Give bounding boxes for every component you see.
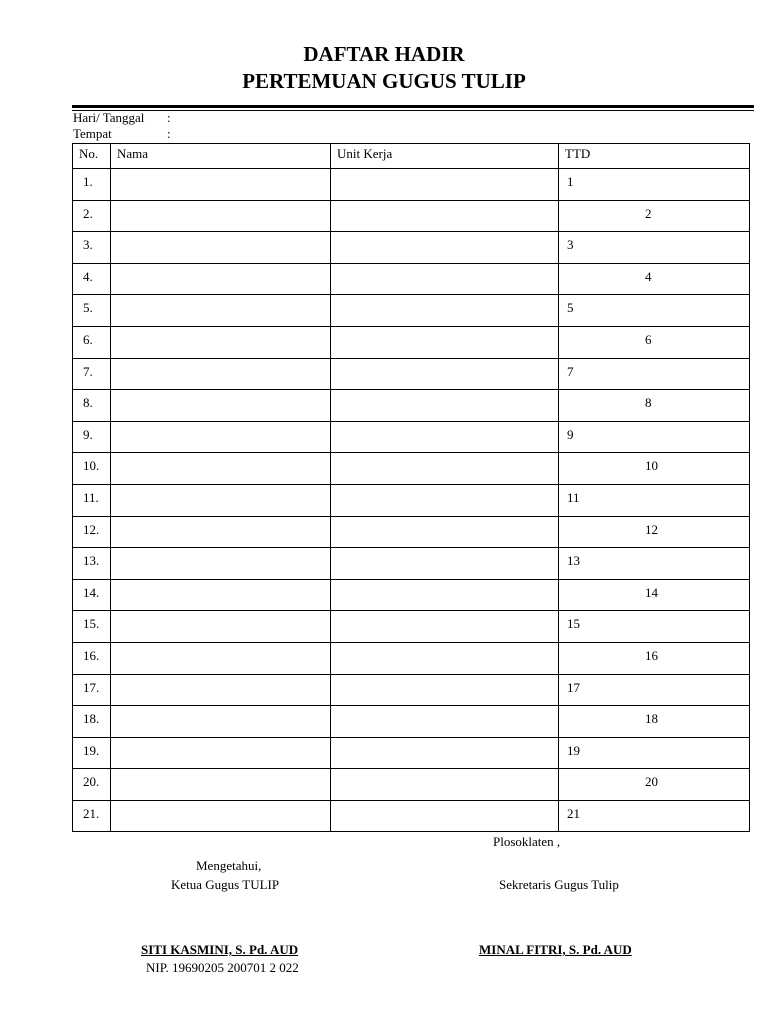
row-number: 19.	[73, 737, 111, 769]
signature-cell[interactable]	[559, 548, 750, 580]
unit-cell[interactable]	[331, 326, 559, 358]
signature-cell[interactable]	[559, 769, 750, 801]
header-divider-thin	[72, 110, 754, 111]
column-header-name: Nama	[111, 144, 331, 169]
signature-cell[interactable]	[559, 326, 750, 358]
name-cell[interactable]	[111, 169, 331, 201]
table-row	[73, 358, 750, 390]
signature-cell[interactable]	[559, 232, 750, 264]
signature-cell[interactable]	[559, 200, 750, 232]
row-number: 6.	[73, 326, 111, 358]
table-row	[73, 169, 750, 201]
unit-cell[interactable]	[331, 390, 559, 422]
name-cell[interactable]	[111, 800, 331, 832]
name-cell[interactable]	[111, 232, 331, 264]
signature-cell[interactable]	[559, 263, 750, 295]
row-number: 9.	[73, 421, 111, 453]
name-cell[interactable]	[111, 706, 331, 738]
row-number: 1.	[73, 169, 111, 201]
unit-cell[interactable]	[331, 674, 559, 706]
date-separator: :	[167, 110, 171, 125]
name-cell[interactable]	[111, 484, 331, 516]
signature-cell[interactable]	[559, 516, 750, 548]
signature-number: 3	[567, 237, 574, 253]
signature-number: 4	[645, 268, 652, 284]
unit-cell[interactable]	[331, 453, 559, 485]
name-cell[interactable]	[111, 263, 331, 295]
signature-number: 18	[645, 711, 658, 727]
row-number: 7.	[73, 358, 111, 390]
unit-cell[interactable]	[331, 642, 559, 674]
place-field	[73, 127, 171, 141]
secretary-name: MINAL FITRI, S. Pd. AUD	[479, 942, 632, 957]
unit-cell[interactable]	[331, 232, 559, 264]
signature-number: 11	[567, 489, 580, 505]
name-cell[interactable]	[111, 326, 331, 358]
unit-cell[interactable]	[331, 169, 559, 201]
unit-cell[interactable]	[331, 421, 559, 453]
row-number: 13.	[73, 548, 111, 580]
table-row	[73, 642, 750, 674]
header-divider-thick	[72, 105, 754, 108]
signature-cell[interactable]	[559, 421, 750, 453]
name-cell[interactable]	[111, 611, 331, 643]
signature-number: 21	[567, 805, 580, 821]
place-date: Plosoklaten ,	[493, 834, 561, 849]
table-row	[73, 548, 750, 580]
signature-cell[interactable]	[559, 642, 750, 674]
date-label: Hari/ Tanggal	[73, 110, 145, 125]
table-header-row	[73, 144, 750, 169]
signature-number: 2	[645, 205, 652, 221]
name-cell[interactable]	[111, 453, 331, 485]
signature-cell[interactable]	[559, 358, 750, 390]
signature-number: 8	[645, 395, 652, 411]
date-field	[73, 111, 171, 125]
row-number: 12.	[73, 516, 111, 548]
row-number: 8.	[73, 390, 111, 422]
name-cell[interactable]	[111, 642, 331, 674]
row-number: 15.	[73, 611, 111, 643]
row-number: 17.	[73, 674, 111, 706]
row-number: 20.	[73, 769, 111, 801]
place-label: Tempat	[73, 126, 112, 141]
table-row	[73, 611, 750, 643]
signature-cell[interactable]	[559, 674, 750, 706]
row-number: 18.	[73, 706, 111, 738]
name-cell[interactable]	[111, 358, 331, 390]
signature-cell[interactable]	[559, 484, 750, 516]
unit-cell[interactable]	[331, 263, 559, 295]
unit-cell[interactable]	[331, 548, 559, 580]
row-number: 14.	[73, 579, 111, 611]
table-row	[73, 453, 750, 485]
table-row	[73, 800, 750, 832]
name-cell[interactable]	[111, 295, 331, 327]
table-row	[73, 421, 750, 453]
name-cell[interactable]	[111, 516, 331, 548]
name-cell[interactable]	[111, 737, 331, 769]
unit-cell[interactable]	[331, 516, 559, 548]
table-row	[73, 263, 750, 295]
row-number: 11.	[73, 484, 111, 516]
secretary-title: Sekretaris Gugus Tulip	[499, 877, 619, 892]
unit-cell[interactable]	[331, 800, 559, 832]
signature-number: 7	[567, 363, 574, 379]
column-header-signature: TTD	[559, 144, 750, 169]
signature-number: 16	[645, 647, 658, 663]
table-row	[73, 295, 750, 327]
table-row	[73, 484, 750, 516]
column-header-no: No.	[73, 144, 111, 169]
row-number: 2.	[73, 200, 111, 232]
row-number: 16.	[73, 642, 111, 674]
signature-number: 17	[567, 679, 580, 695]
signature-cell[interactable]	[559, 169, 750, 201]
unit-cell[interactable]	[331, 200, 559, 232]
name-cell[interactable]	[111, 579, 331, 611]
unit-cell[interactable]	[331, 769, 559, 801]
row-number: 10.	[73, 453, 111, 485]
signature-number: 6	[645, 331, 652, 347]
signature-cell[interactable]	[559, 579, 750, 611]
row-number: 3.	[73, 232, 111, 264]
page-title: DAFTAR HADIR	[303, 42, 465, 66]
row-number: 5.	[73, 295, 111, 327]
chief-nip: NIP. 19690205 200701 2 022	[146, 960, 299, 975]
unit-cell[interactable]	[331, 579, 559, 611]
table-body	[73, 169, 750, 832]
unit-cell[interactable]	[331, 611, 559, 643]
unit-cell[interactable]	[331, 484, 559, 516]
unit-cell[interactable]	[331, 737, 559, 769]
signature-number: 13	[567, 553, 580, 569]
unit-cell[interactable]	[331, 706, 559, 738]
table-row	[73, 516, 750, 548]
name-cell[interactable]	[111, 548, 331, 580]
signature-cell[interactable]	[559, 453, 750, 485]
chief-name: SITI KASMINI, S. Pd. AUD	[141, 942, 299, 957]
signature-number: 1	[567, 174, 574, 189]
acknowledged-label: Mengetahui,	[196, 858, 262, 873]
signature-cell[interactable]	[559, 706, 750, 738]
row-number: 21.	[73, 800, 111, 832]
chief-title: Ketua Gugus TULIP	[171, 877, 280, 892]
name-cell[interactable]	[111, 674, 331, 706]
signature-number: 5	[567, 300, 574, 316]
table-row	[73, 579, 750, 611]
name-cell[interactable]	[111, 769, 331, 801]
name-cell[interactable]	[111, 421, 331, 453]
signature-cell[interactable]	[559, 737, 750, 769]
table-row	[73, 200, 750, 232]
table-row	[73, 737, 750, 769]
signature-number: 15	[567, 616, 580, 632]
signature-number: 9	[567, 426, 574, 442]
signature-number: 20	[645, 774, 658, 790]
column-header-unit: Unit Kerja	[331, 144, 559, 169]
signature-cell[interactable]	[559, 295, 750, 327]
name-cell[interactable]	[111, 200, 331, 232]
signature-number: 12	[645, 521, 658, 537]
signature-number: 10	[645, 458, 658, 474]
table-row	[73, 674, 750, 706]
signature-number: 19	[567, 742, 580, 758]
name-cell[interactable]	[111, 390, 331, 422]
row-number: 4.	[73, 263, 111, 295]
unit-cell[interactable]	[331, 295, 559, 327]
attendance-table	[72, 143, 750, 832]
table-row	[73, 232, 750, 264]
signature-cell[interactable]	[559, 611, 750, 643]
table-row	[73, 326, 750, 358]
unit-cell[interactable]	[331, 358, 559, 390]
place-separator: :	[167, 126, 171, 141]
signature-cell[interactable]	[559, 800, 750, 832]
signature-number: 14	[645, 584, 658, 600]
table-row	[73, 390, 750, 422]
table-row	[73, 706, 750, 738]
page-subtitle: PERTEMUAN GUGUS TULIP	[242, 69, 526, 93]
signature-cell[interactable]	[559, 390, 750, 422]
table-row	[73, 769, 750, 801]
